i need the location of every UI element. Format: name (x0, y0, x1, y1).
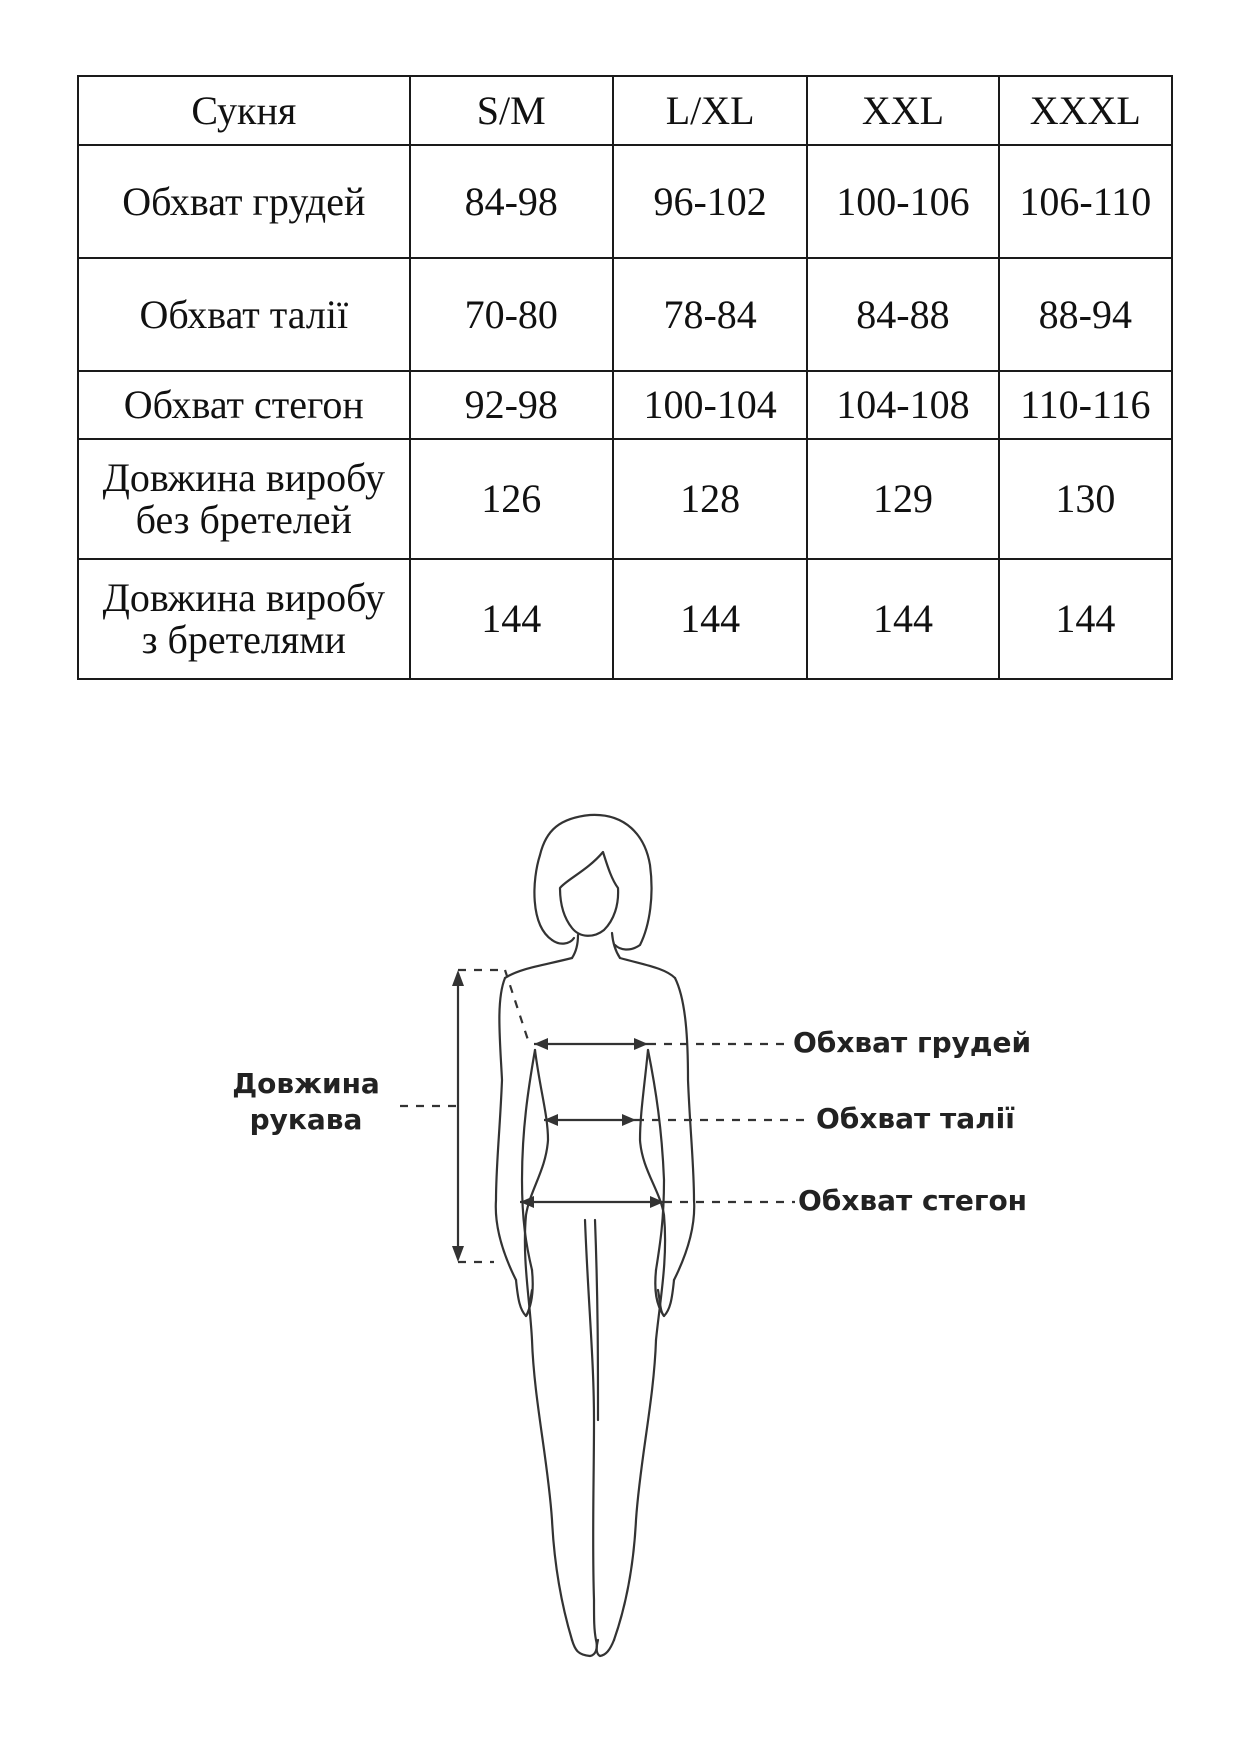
table-cell: 110-116 (999, 371, 1172, 439)
sleeve-label-line: рукава (249, 1103, 363, 1136)
table-cell: 128 (613, 439, 807, 559)
shoulder-guide-line (505, 970, 528, 1040)
table-cell: 84-98 (410, 145, 613, 258)
arrowhead-icon (452, 970, 464, 986)
header-cell-size: L/XL (613, 76, 807, 145)
table-cell: 144 (999, 559, 1172, 679)
table-cell: 144 (410, 559, 613, 679)
table-cell: 84-88 (807, 258, 998, 371)
table-cell: 129 (807, 439, 998, 559)
table-cell: 88-94 (999, 258, 1172, 371)
arrowhead-icon (452, 1246, 464, 1262)
table-cell: 144 (613, 559, 807, 679)
row-label-line: з бретелями (141, 617, 346, 662)
table-cell: 106-110 (999, 145, 1172, 258)
row-label-line: без бретелей (135, 497, 352, 542)
arrowhead-icon (634, 1038, 648, 1050)
female-silhouette-icon (496, 815, 694, 1656)
chest-label: Обхват грудей (793, 1026, 1032, 1059)
row-label-waist: Обхват талії (78, 258, 410, 371)
table-cell: 92-98 (410, 371, 613, 439)
hips-label: Обхват стегон (798, 1184, 1028, 1217)
arrowheads (452, 970, 664, 1262)
sleeve-label-line: Довжина (232, 1067, 380, 1100)
table-cell: 130 (999, 439, 1172, 559)
table-cell: 78-84 (613, 258, 807, 371)
table-cell: 144 (807, 559, 998, 679)
table-cell: 100-106 (807, 145, 998, 258)
table-cell: 104-108 (807, 371, 998, 439)
header-cell-item: Сукня (78, 76, 410, 145)
table-cell: 96-102 (613, 145, 807, 258)
header-cell-size: XXXL (999, 76, 1172, 145)
header-cell-size: XXL (807, 76, 998, 145)
waist-label: Обхват талії (816, 1102, 1015, 1135)
row-label-line: Довжина виробу (102, 455, 385, 500)
arrowhead-icon (534, 1038, 548, 1050)
row-label-line: Довжина виробу (102, 575, 385, 620)
sleeve-length-label (226, 1066, 386, 1138)
row-label-chest: Обхват грудей (78, 145, 410, 258)
table-cell: 100-104 (613, 371, 807, 439)
header-cell-size: S/M (410, 76, 613, 145)
arrowhead-icon (622, 1114, 636, 1126)
measurement-lines (400, 970, 810, 1262)
table-cell: 70-80 (410, 258, 613, 371)
row-label-hips: Обхват стегон (78, 371, 410, 439)
table-cell: 126 (410, 439, 613, 559)
